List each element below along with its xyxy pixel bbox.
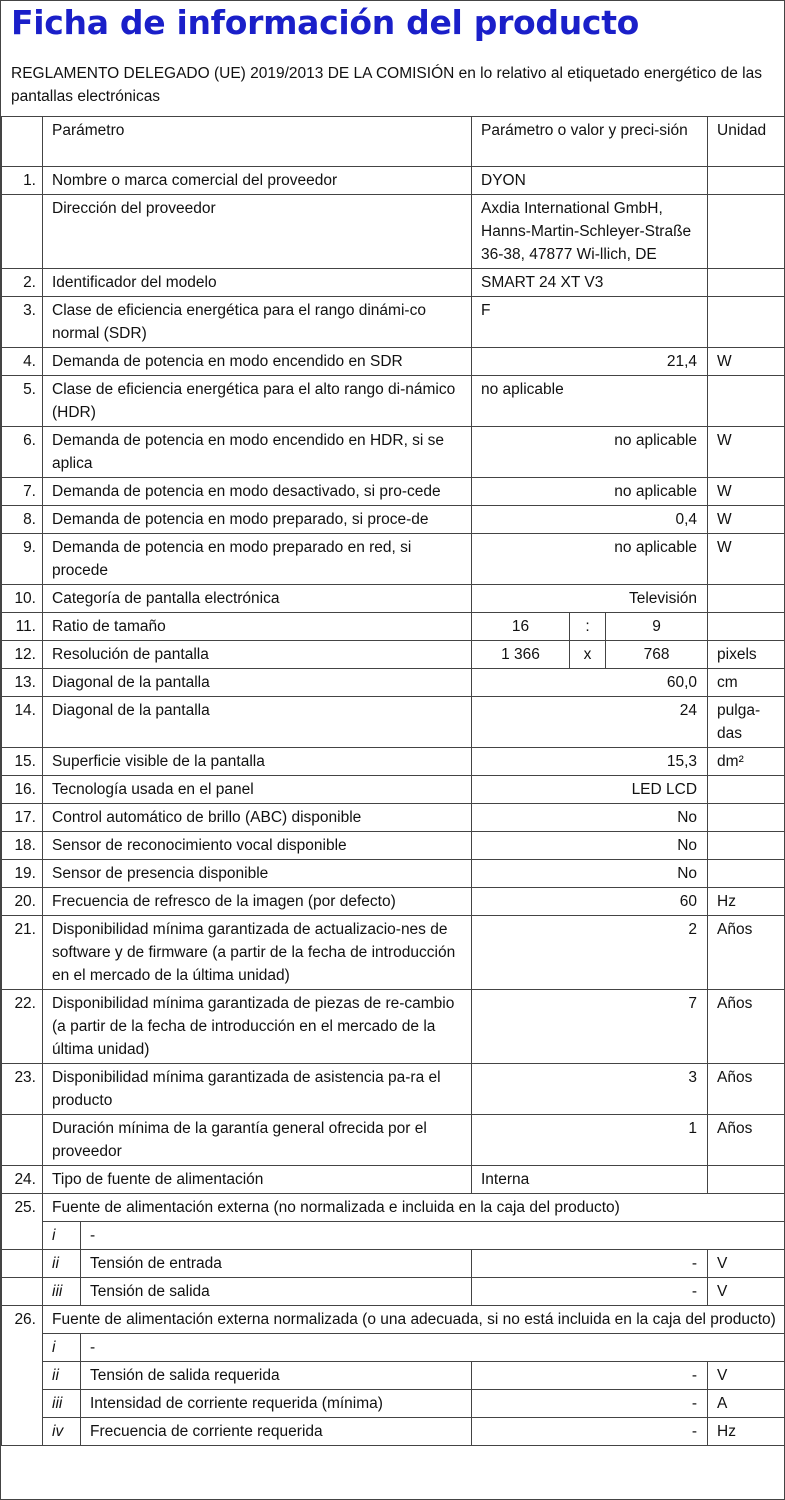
page-title: Ficha de información del producto xyxy=(11,3,640,42)
table-row xyxy=(2,297,785,348)
ratio-height: 9 xyxy=(606,613,708,641)
row-number: 13. xyxy=(2,669,43,697)
row-value: Interna xyxy=(472,1166,708,1194)
ratio-separator: : xyxy=(570,613,606,641)
row-unit xyxy=(708,804,785,832)
table-row xyxy=(2,860,785,888)
row-unit xyxy=(708,195,785,269)
row-parameter: Fuente de alimentación externa normalizada (o una adecuada, si no está incluida en la caja del producto) xyxy=(43,1306,785,1334)
row-number: 24. xyxy=(2,1166,43,1194)
row-number: 16. xyxy=(2,776,43,804)
row-value: No xyxy=(472,804,708,832)
table-row xyxy=(2,804,785,832)
row-parameter: Disponibilidad mínima garantizada de piezas de re-cambio (a partir de la fecha de introducción en el mercado de la última unidad) xyxy=(43,990,472,1064)
row-unit xyxy=(708,297,785,348)
row-number-empty xyxy=(2,1222,43,1250)
row-parameter: Demanda de potencia en modo desactivado, si pro-cede xyxy=(43,478,472,506)
row-parameter: Frecuencia de refresco de la imagen (por defecto) xyxy=(43,888,472,916)
row-value: 1 xyxy=(472,1115,708,1166)
table-row xyxy=(2,916,785,990)
row-parameter: Ratio de tamaño xyxy=(43,613,472,641)
row-unit xyxy=(708,613,785,641)
table-row xyxy=(2,990,785,1064)
table-row xyxy=(2,506,785,534)
row-unit: W xyxy=(708,427,785,478)
row-unit xyxy=(708,376,785,427)
table-row xyxy=(2,748,785,776)
regulation-subtitle: REGLAMENTO DELEGADO (UE) 2019/2013 DE LA COMISIÓN en lo relativo al etiquetado energético de las pantallas electrónicas xyxy=(11,65,762,105)
row-value: F xyxy=(472,297,708,348)
table-header-row xyxy=(2,117,785,167)
sub-row xyxy=(2,1390,785,1418)
row-number-empty xyxy=(2,1278,43,1306)
sub-unit: V xyxy=(708,1362,785,1390)
sub-index: iv xyxy=(43,1418,81,1446)
table-row xyxy=(2,585,785,613)
row-parameter: Nombre o marca comercial del proveedor xyxy=(43,167,472,195)
row-unit xyxy=(708,832,785,860)
sub-unit: V xyxy=(708,1278,785,1306)
resolution-width: 1 366 xyxy=(472,641,570,669)
table-row xyxy=(2,1306,785,1334)
sub-label: Tensión de salida requerida xyxy=(81,1362,472,1390)
sub-label: Intensidad de corriente requerida (mínima) xyxy=(81,1390,472,1418)
row-number: 14. xyxy=(2,697,43,748)
row-parameter: Duración mínima de la garantía general ofrecida por el proveedor xyxy=(43,1115,472,1166)
row-number: 2. xyxy=(2,269,43,297)
row-number: 11. xyxy=(2,613,43,641)
row-unit xyxy=(708,167,785,195)
sub-index: i xyxy=(43,1222,81,1250)
row-parameter: Categoría de pantalla electrónica xyxy=(43,585,472,613)
row-value: no aplicable xyxy=(472,376,708,427)
row-parameter: Sensor de presencia disponible xyxy=(43,860,472,888)
row-parameter: Demanda de potencia en modo encendido en HDR, si se aplica xyxy=(43,427,472,478)
row-value: SMART 24 XT V3 xyxy=(472,269,708,297)
sub-index: iii xyxy=(43,1390,81,1418)
header-valor: Parámetro o valor y preci-sión xyxy=(472,117,708,167)
row-parameter: Tecnología usada en el panel xyxy=(43,776,472,804)
row-number: 8. xyxy=(2,506,43,534)
table-row xyxy=(2,376,785,427)
table-row xyxy=(2,195,785,269)
row-value: DYON xyxy=(472,167,708,195)
row-number-empty xyxy=(2,1418,43,1446)
sub-index: ii xyxy=(43,1362,81,1390)
table-row xyxy=(2,1166,785,1194)
row-unit: Años xyxy=(708,1115,785,1166)
row-number: 6. xyxy=(2,427,43,478)
row-parameter: Fuente de alimentación externa (no normalizada e incluida en la caja del producto) xyxy=(43,1194,785,1222)
header-parametro: Parámetro xyxy=(43,117,472,167)
sub-unit: V xyxy=(708,1250,785,1278)
row-number: 25. xyxy=(2,1194,43,1222)
table-row xyxy=(2,776,785,804)
row-number-empty xyxy=(2,1390,43,1418)
row-number: 22. xyxy=(2,990,43,1064)
sub-value: - xyxy=(472,1362,708,1390)
parameters-table xyxy=(1,116,785,1446)
row-parameter: Superficie visible de la pantalla xyxy=(43,748,472,776)
table-row xyxy=(2,427,785,478)
sub-index: ii xyxy=(43,1250,81,1278)
table-row xyxy=(2,167,785,195)
row-number: 20. xyxy=(2,888,43,916)
row-parameter: Control automático de brillo (ABC) disponible xyxy=(43,804,472,832)
row-value: 15,3 xyxy=(472,748,708,776)
row-value: no aplicable xyxy=(472,478,708,506)
row-unit xyxy=(708,776,785,804)
sub-row xyxy=(2,1418,785,1446)
row-number: 10. xyxy=(2,585,43,613)
row-number: 26. xyxy=(2,1306,43,1334)
table-row xyxy=(2,613,785,641)
sub-row xyxy=(2,1334,785,1362)
row-value: 2 xyxy=(472,916,708,990)
row-unit: cm xyxy=(708,669,785,697)
row-parameter: Dirección del proveedor xyxy=(43,195,472,269)
row-number: 18. xyxy=(2,832,43,860)
sub-label: Frecuencia de corriente requerida xyxy=(81,1418,472,1446)
sub-index: i xyxy=(43,1334,81,1362)
row-unit: W xyxy=(708,478,785,506)
table-row xyxy=(2,832,785,860)
row-parameter: Clase de eficiencia energética para el rango dinámi-co normal (SDR) xyxy=(43,297,472,348)
row-parameter: Tipo de fuente de alimentación xyxy=(43,1166,472,1194)
row-number-empty xyxy=(2,1250,43,1278)
resolution-height: 768 xyxy=(606,641,708,669)
row-parameter: Demanda de potencia en modo preparado, si proce-de xyxy=(43,506,472,534)
row-number: 1. xyxy=(2,167,43,195)
table-row xyxy=(2,1115,785,1166)
sub-label: - xyxy=(81,1334,785,1362)
row-number: 23. xyxy=(2,1064,43,1115)
table-row xyxy=(2,478,785,506)
resolution-separator: x xyxy=(570,641,606,669)
row-number: 9. xyxy=(2,534,43,585)
row-number xyxy=(2,1115,43,1166)
sub-value: - xyxy=(472,1418,708,1446)
row-number: 3. xyxy=(2,297,43,348)
row-number: 4. xyxy=(2,348,43,376)
row-number: 5. xyxy=(2,376,43,427)
sub-label: Tensión de salida xyxy=(81,1278,472,1306)
sub-unit: A xyxy=(708,1390,785,1418)
row-value: No xyxy=(472,860,708,888)
row-unit xyxy=(708,1166,785,1194)
row-parameter: Demanda de potencia en modo encendido en SDR xyxy=(43,348,472,376)
row-value: 24 xyxy=(472,697,708,748)
row-value: Televisión xyxy=(472,585,708,613)
row-parameter: Clase de eficiencia energética para el alto rango di-námico (HDR) xyxy=(43,376,472,427)
sub-row xyxy=(2,1362,785,1390)
row-number: 15. xyxy=(2,748,43,776)
row-value: Axdia International GmbH, Hanns-Martin-Schleyer-Straße 36-38, 47877 Wi-llich, DE xyxy=(472,195,708,269)
sub-label: Tensión de entrada xyxy=(81,1250,472,1278)
table-row xyxy=(2,1064,785,1115)
row-value: 0,4 xyxy=(472,506,708,534)
table-row xyxy=(2,641,785,669)
row-unit: pixels xyxy=(708,641,785,669)
row-parameter: Diagonal de la pantalla xyxy=(43,669,472,697)
table-row xyxy=(2,669,785,697)
row-unit: Hz xyxy=(708,888,785,916)
row-unit xyxy=(708,269,785,297)
row-unit: pulga-das xyxy=(708,697,785,748)
row-parameter: Diagonal de la pantalla xyxy=(43,697,472,748)
header-num-cell xyxy=(2,117,43,167)
header-unidad: Unidad xyxy=(708,117,785,167)
ratio-width: 16 xyxy=(472,613,570,641)
row-number-empty xyxy=(2,1362,43,1390)
sub-index: iii xyxy=(43,1278,81,1306)
row-unit: W xyxy=(708,506,785,534)
row-number-empty xyxy=(2,1334,43,1362)
row-unit: W xyxy=(708,348,785,376)
row-unit: Años xyxy=(708,1064,785,1115)
row-value: 21,4 xyxy=(472,348,708,376)
row-parameter: Disponibilidad mínima garantizada de actualizacio-nes de software y de firmware (a partir de la fecha de introducción en el mercado de la última unidad) xyxy=(43,916,472,990)
row-value: no aplicable xyxy=(472,427,708,478)
row-number: 19. xyxy=(2,860,43,888)
row-unit: Años xyxy=(708,916,785,990)
row-unit: W xyxy=(708,534,785,585)
sub-label: - xyxy=(81,1222,785,1250)
row-value: No xyxy=(472,832,708,860)
row-parameter: Disponibilidad mínima garantizada de asistencia pa-ra el producto xyxy=(43,1064,472,1115)
row-value: LED LCD xyxy=(472,776,708,804)
row-parameter: Sensor de reconocimiento vocal disponible xyxy=(43,832,472,860)
row-unit xyxy=(708,585,785,613)
row-value: 3 xyxy=(472,1064,708,1115)
row-number: 7. xyxy=(2,478,43,506)
row-value: 60,0 xyxy=(472,669,708,697)
table-row xyxy=(2,697,785,748)
sub-value: - xyxy=(472,1390,708,1418)
row-value: no aplicable xyxy=(472,534,708,585)
table-row xyxy=(2,888,785,916)
sub-row xyxy=(2,1222,785,1250)
row-unit: Años xyxy=(708,990,785,1064)
row-number: 21. xyxy=(2,916,43,990)
row-unit: dm² xyxy=(708,748,785,776)
table-row xyxy=(2,348,785,376)
sub-unit: Hz xyxy=(708,1418,785,1446)
row-parameter: Identificador del modelo xyxy=(43,269,472,297)
table-row xyxy=(2,269,785,297)
sub-row xyxy=(2,1278,785,1306)
row-unit xyxy=(708,860,785,888)
row-parameter: Resolución de pantalla xyxy=(43,641,472,669)
sub-row xyxy=(2,1250,785,1278)
row-value: 7 xyxy=(472,990,708,1064)
sub-value: - xyxy=(472,1278,708,1306)
sub-value: - xyxy=(472,1250,708,1278)
table-row xyxy=(2,534,785,585)
row-parameter: Demanda de potencia en modo preparado en red, si procede xyxy=(43,534,472,585)
table-row xyxy=(2,1194,785,1222)
row-number: 12. xyxy=(2,641,43,669)
row-value: 60 xyxy=(472,888,708,916)
row-number xyxy=(2,195,43,269)
row-number: 17. xyxy=(2,804,43,832)
